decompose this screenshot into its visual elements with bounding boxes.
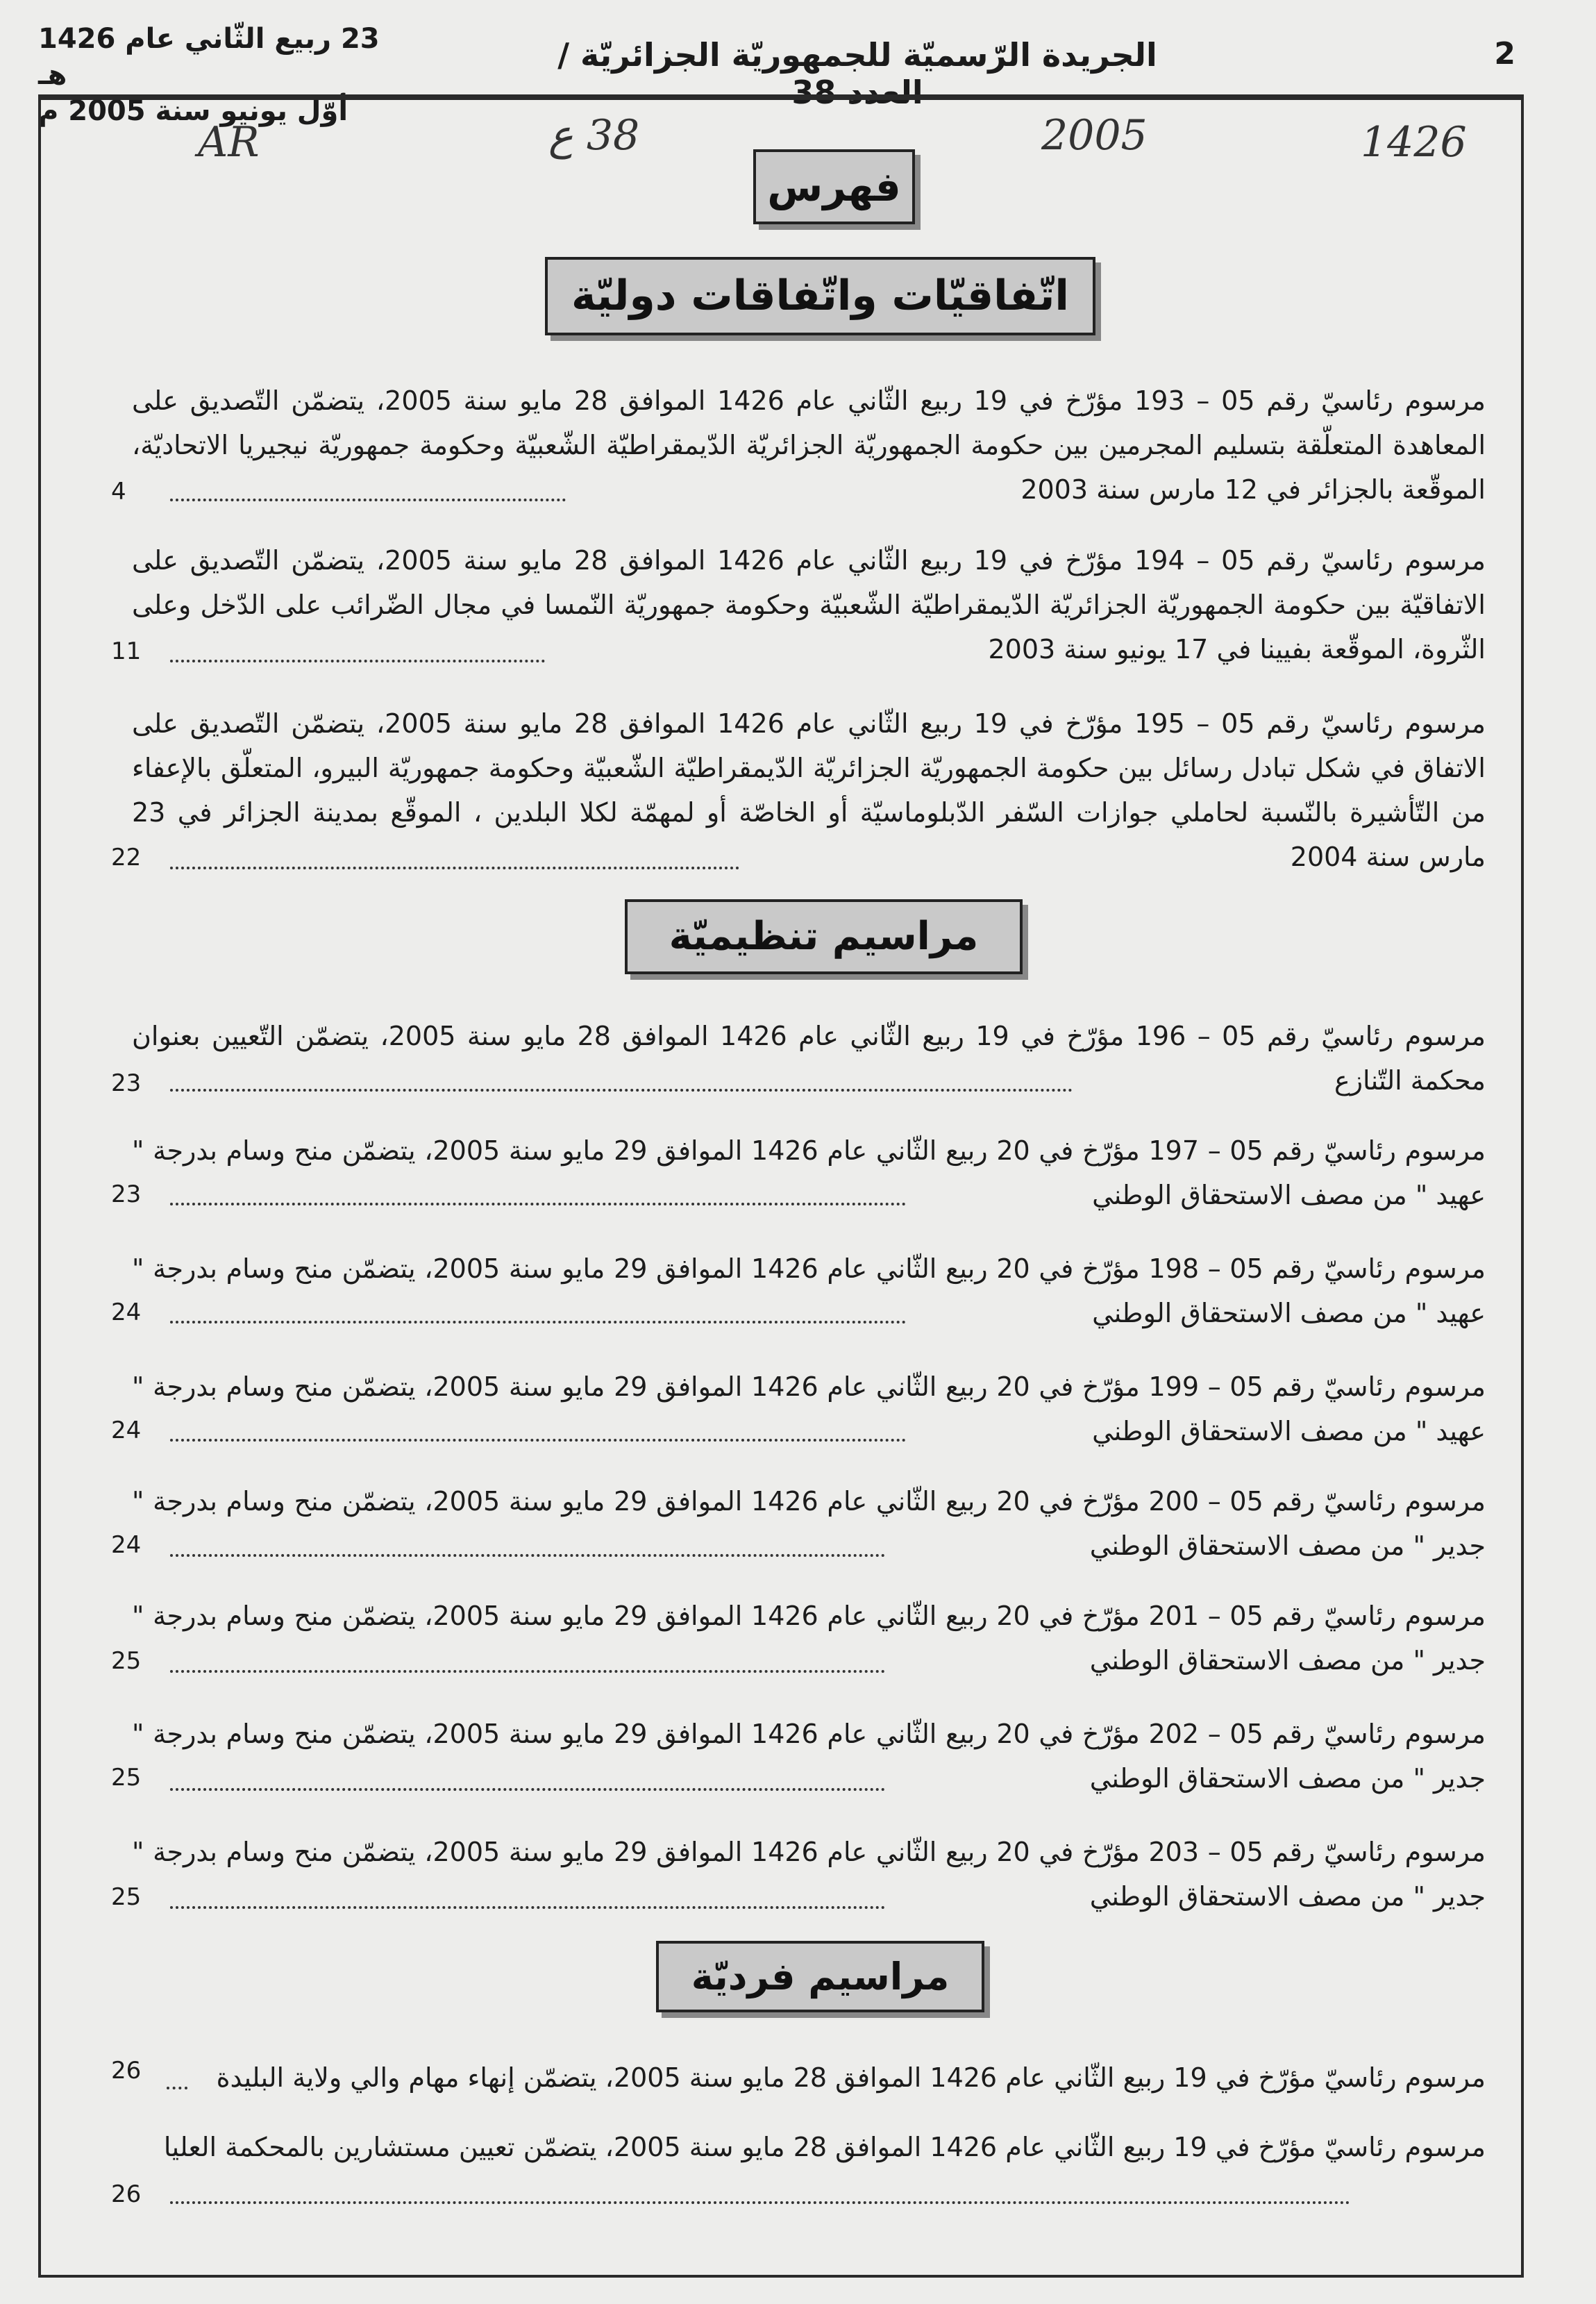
entry-text: مرسوم رئاسيّ رقم 05 – 197 مؤرّخ في 20 ربيع الثّاني عام 1426 الموافق 29 مايو سنة 2005، يتضمّن منح وسام بدرجة " عهيد " من مصف الاستحقاق الوطني bbox=[132, 1135, 1486, 1210]
leader-dots bbox=[170, 1321, 906, 1324]
index-entry bbox=[132, 1712, 1486, 1801]
date-gregorian: أوّل يونيو سنة 2005 م bbox=[38, 95, 348, 127]
leader-dots bbox=[167, 2087, 187, 2089]
index-entry bbox=[132, 2055, 1486, 2100]
index-entry bbox=[132, 1594, 1486, 1683]
index-entry bbox=[132, 701, 1486, 879]
entry-page: 26 bbox=[111, 2180, 142, 2208]
handwritten-hijri-year: 1426 bbox=[1361, 118, 1467, 167]
handwritten-issue: 38 ع bbox=[548, 111, 640, 160]
section-title-regulatory: مراسيم تنظيميّة bbox=[625, 899, 1023, 974]
entry-text: مرسوم رئاسيّ رقم 05 – 199 مؤرّخ في 20 ربيع الثّاني عام 1426 الموافق 29 مايو سنة 2005، يتضمّن منح وسام بدرجة " عهيد " من مصف الاستحقاق الوطني bbox=[132, 1371, 1486, 1446]
leader-dots bbox=[170, 1906, 885, 1909]
journal-title: الجريدة الرّسميّة للجمهوريّة الجزائريّة / العدد 38 bbox=[557, 36, 1157, 111]
section-title-individual: مراسيم فرديّة bbox=[656, 1941, 984, 2012]
entry-page: 23 bbox=[111, 1180, 142, 1208]
index-entry bbox=[132, 1830, 1486, 1919]
index-title: فهرس bbox=[753, 149, 915, 224]
entry-text: مرسوم رئاسيّ مؤرّخ في 19 ربيع الثّاني عام 1426 الموافق 28 مايو سنة 2005، يتضمّن تعيين مستشارين بالمحكمة العليا bbox=[163, 2132, 1486, 2162]
handwritten-year: 2005 bbox=[1041, 111, 1148, 160]
leader-dots bbox=[170, 867, 739, 869]
entry-text: مرسوم رئاسيّ رقم 05 – 200 مؤرّخ في 20 ربيع الثّاني عام 1426 الموافق 29 مايو سنة 2005، يتضمّن منح وسام بدرجة " جدير " من مصف الاستحقاق الوطني bbox=[132, 1486, 1486, 1561]
index-entry bbox=[132, 538, 1486, 671]
leader-dots bbox=[170, 2201, 1350, 2204]
entry-text: مرسوم رئاسيّ رقم 05 – 195 مؤرّخ في 19 ربيع الثّاني عام 1426 الموافق 28 مايو سنة 2005، يتضمّن التّصديق على الاتفاق في شكل تبادل رسائل بين حكومة الجمهوريّة الجزائريّة الدّيمقراطيّة الشّعبيّة وحكومة جمهوريّة البيرو، المتعلّق بالإعفاء من التّأشيرة بالنّسبة لحاملي جوازات السّفر الدّبلوماسيّة أو الخاصّة أو لمهمّة لكلا البلدين ، الموقّع بمدينة الجزائر في 23 مارس سنة 2004 bbox=[132, 708, 1486, 872]
page-number: 2 bbox=[1494, 36, 1515, 72]
date-hijri: 23 ربيع الثّاني عام 1426 هـ bbox=[38, 23, 380, 91]
section-title-international: اتّفاقيّات واتّفاقات دوليّة bbox=[545, 257, 1095, 335]
entry-text: مرسوم رئاسيّ رقم 05 – 203 مؤرّخ في 20 ربيع الثّاني عام 1426 الموافق 29 مايو سنة 2005، يتضمّن منح وسام بدرجة " جدير " من مصف الاستحقاق الوطني bbox=[132, 1837, 1486, 1912]
entry-page: 22 bbox=[111, 844, 142, 871]
leader-dots bbox=[170, 1203, 906, 1205]
leader-dots bbox=[170, 1670, 885, 1673]
index-entry bbox=[132, 2125, 1486, 2169]
leader-dots bbox=[170, 1788, 885, 1791]
index-entry bbox=[132, 378, 1486, 512]
entry-page: 24 bbox=[111, 1531, 142, 1559]
page-header bbox=[38, 21, 1524, 127]
entry-text: مرسوم رئاسيّ رقم 05 – 193 مؤرّخ في 19 ربيع الثّاني عام 1426 الموافق 28 مايو سنة 2005، يتضمّن التّصديق على المعاهدة المتعلّقة بتسليم المجرمين بين حكومة الجمهوريّة الجزائريّة الدّيمقراطيّة الشّعبيّة وحكومة جمهوريّة نيجيريا الاتحاديّة، الموقّعة بالجزائر في 12 مارس سنة 2003 bbox=[132, 385, 1486, 505]
entry-page: 26 bbox=[111, 2057, 142, 2085]
leader-dots bbox=[170, 1439, 906, 1442]
entry-text: مرسوم رئاسيّ رقم 05 – 201 مؤرّخ في 20 ربيع الثّاني عام 1426 الموافق 29 مايو سنة 2005، يتضمّن منح وسام بدرجة " جدير " من مصف الاستحقاق الوطني bbox=[132, 1601, 1486, 1676]
leader-dots bbox=[170, 660, 545, 662]
entry-page: 24 bbox=[111, 1299, 142, 1326]
entry-text: مرسوم رئاسيّ مؤرّخ في 19 ربيع الثّاني عام 1426 الموافق 28 مايو سنة 2005، يتضمّن إنهاء مهام والي ولاية البليدة bbox=[216, 2062, 1486, 2093]
entry-page: 23 bbox=[111, 1069, 142, 1097]
entry-text: مرسوم رئاسيّ رقم 05 – 202 مؤرّخ في 20 ربيع الثّاني عام 1426 الموافق 29 مايو سنة 2005، يتضمّن منح وسام بدرجة " جدير " من مصف الاستحقاق الوطني bbox=[132, 1719, 1486, 1794]
leader-dots bbox=[170, 499, 566, 501]
entry-text: مرسوم رئاسيّ رقم 05 – 194 مؤرّخ في 19 ربيع الثّاني عام 1426 الموافق 28 مايو سنة 2005، يتضمّن التّصديق على الاتفاقيّة بين حكومة الجمهوريّة الجزائريّة الدّيمقراطيّة الشّعبيّة وحكومة جمهوريّة النّمسا في مجال الضّرائب على الدّخل وعلى الثّروة، الموقّعة بفيينا في 17 يونيو سنة 2003 bbox=[132, 545, 1486, 665]
entry-page: 25 bbox=[111, 1647, 142, 1675]
entry-page: 11 bbox=[111, 637, 142, 665]
entry-page: 4 bbox=[111, 478, 126, 506]
entry-page: 25 bbox=[111, 1764, 142, 1792]
leader-dots bbox=[170, 1554, 885, 1557]
entry-page: 24 bbox=[111, 1417, 142, 1444]
handwritten-code: AR bbox=[198, 118, 260, 167]
entry-text: مرسوم رئاسيّ رقم 05 – 196 مؤرّخ في 19 ربيع الثّاني عام 1426 الموافق 28 مايو سنة 2005، يتضمّن التّعيين بعنوان محكمة التّنازع bbox=[132, 1021, 1486, 1096]
leader-dots bbox=[170, 1089, 1073, 1092]
entry-text: مرسوم رئاسيّ رقم 05 – 198 مؤرّخ في 20 ربيع الثّاني عام 1426 الموافق 29 مايو سنة 2005، يتضمّن منح وسام بدرجة " عهيد " من مصف الاستحقاق الوطني bbox=[132, 1253, 1486, 1328]
entry-page: 25 bbox=[111, 1883, 142, 1911]
